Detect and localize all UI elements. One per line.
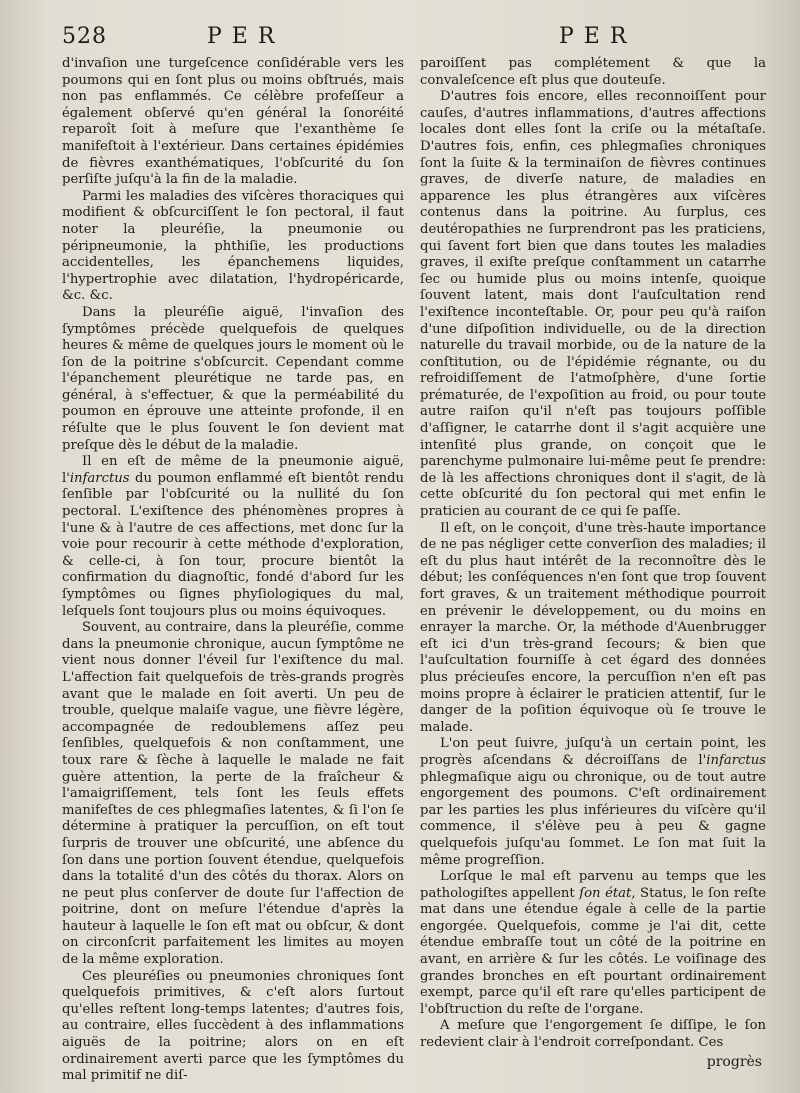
paragraph: Parmi les maladies des viſcères thoraciques qui modifient & obſcurciſſent le ſon pectoral, il faut noter la pleuréſie, la pneumonie ou péripneumonie, la phthiſie, les productions accidentelles, les épanchemens liquides, l'hypertrophie avec dilatation, l'hydropéricarde, &c. &c. <box>62 188 404 304</box>
paragraph: D'autres fois encore, elles reconnoiſſent pour cauſes, d'autres inflammations, d'autres affections locales dont elles ſont la criſe ou la métaſtaſe. D'autres fois, enfin, ces phlegmaſies chroniques ſont la ſuite & la terminaiſon de fièvres continues graves, de diverſe nature, de maladies en apparence les plus étrangères aux viſcères contenus dans la poitrine. Au ſurplus, ces deutéropathies ne ſurprendront pas les praticiens, qui ſavent fort bien que dans toutes les maladies graves, il exiſte preſque conſtamment un catarrhe ſec ou humide plus ou moins intenſe, quoique ſouvent latent, mais dont l'auſcultation rend l'exiſtence inconteſtable. Or, pour peu qu'à raiſon d'une diſpoſition individuelle, ou de la direction naturelle du travail morbide, ou de la nature de la conſtitution, ou de l'épidémie régnante, ou du refroidiſſement de l'atmoſphère, d'une ſortie prématurée, de l'expoſition au froid, ou pour toute autre raiſon qu'il n'eſt pas toujours poſſible d'aſſigner, le catarrhe dont il s'agit acquière une intenſité plus grande, on conçoit que le parenchyme pulmonaire lui-même peut ſe prendre: de là les affections chroniques dont il s'agit, de là cette obſcurité du ſon pectoral qui met enfin le praticien au courant de ce qui ſe paſſe. <box>420 89 766 520</box>
paragraph: Souvent, au contraire, dans la pleuréſie, comme dans la pneumonie chronique, aucun ſymptôme ne vient nous donner l'éveil ſur l'exiſtence du mal. L'affection fait quelquefois de très-grands progrès avant que le malade en ſoit averti. Un peu de trouble, quelque malaiſe vague, une fièvre légère, accompagnée de redoublemens aſſez peu ſenſibles, quelquefois & non conſtamment, une toux rare & ſèche à laquelle le malade ne fait guère attention, la perte de la fraîcheur & l'amaigriſſement, tels ſont les ſeuls effets manifeſtes de ces phlegmaſies latentes, & ſi l'on ſe détermine à pratiquer la percuſſion, on eſt tout ſurpris de trouver une obſcurité, une abſence du ſon dans une portion ſouvent étendue, quelquefois dans la totalité d'un des côtés du thorax. Alors on ne peut plus conſerver de doute ſur l'affection de poitrine, dont on meſure l'étendue d'après la hauteur à laquelle le ſon eſt mat ou obſcur, & dont on circonſcrit parfaitement les limites au moyen de la même exploration. <box>62 620 404 968</box>
page-number: 528 <box>62 24 107 49</box>
paragraph: Il eſt, on le conçoit, d'une très-haute importance de ne pas négliger cette converſion des maladies; il eſt du plus haut intérêt de la reconnoître dès le début; les conſéquences n'en ſont que trop ſouvent fort graves, & un traitement méthodique pourroit en prévenir le développement, ou du moins en enrayer la marche. Or, la méthode d'Auenbrugger eſt ici d'un très-grand ſecours; & bien que l'auſcultation fourniſſe à cet égard des données plus précieuſes encore, la percuſſion n'en eſt pas moins propre à éclairer le praticien attentif, ſur le danger de la poſition équivoque où ſe trouve le malade. <box>420 520 766 735</box>
page-header <box>62 24 760 54</box>
running-head-right: PER <box>559 24 637 49</box>
paragraph <box>62 454 404 620</box>
left-column <box>62 56 404 1085</box>
right-column <box>420 56 766 1052</box>
paragraph <box>420 869 766 1018</box>
text-span: du poumon enflammé eſt bientôt rendu ſenſible par l'obſcurité ou la nullité du ſon pectoral. L'exiſtence des phénomènes propres à l'une & à l'autre de ces affections, met donc ſur la voie pour recourir à cette méthode d'exploration, & celle-ci, à ſon tour, procure bientôt la confirmation du diagnoſtic, fondé d'abord ſur les ſymptômes ou ſignes phyſiologiques du mal, leſquels ſont toujours plus ou moins équivoques. <box>62 470 404 619</box>
text-span: , Status, le ſon reſte mat dans une étendue égale à celle de la partie engorgée. Quelquefois, comme je l'ai dit, cette étendue embraſſe tout un côté de la poitrine en avant, en arrière & ſur les côtés. Le voiſinage des grandes bronches en eſt pourtant ordinairement exempt, parce qu'il eſt rare qu'elles participent de l'obſtruction du reſte de l'organe. <box>420 885 766 1017</box>
text-span: phlegmaſique aigu ou chronique, ou de tout autre engorgement des poumons. C'eſt ordinairement par les parties les plus inférieures du viſcère qu'il commence, il s'élève peu à peu & gagne quelquefois juſqu'au ſommet. Le ſon mat ſuit la même progreſſion. <box>420 769 766 868</box>
paragraph <box>420 736 766 869</box>
text-span: Il en eſt de même de la pneumonie aiguë, l' <box>62 454 404 486</box>
catchword: progrès <box>706 1054 762 1070</box>
running-head-left: PER <box>207 24 285 49</box>
paragraph: Ces pleuréſies ou pneumonies chroniques ſont quelquefois primitives, & c'eſt alors ſurtout qu'elles reſtent long-temps latentes; d'autres fois, au contraire, elles ſuccèdent à des inflammations aiguës de la poitrine; alors on en eſt ordinairement averti parce que les ſymptômes du mal primitif ne diſ- <box>62 968 404 1084</box>
paragraph: A meſure que l'engorgement ſe diſſipe, le ſon redevient clair à l'endroit correſpondant. Ces <box>420 1018 766 1051</box>
paragraph: paroiſſent pas complétement & que la convaleſcence eſt plus que douteuſe. <box>420 56 766 88</box>
paragraph: d'invaſion une turgeſcence conſidérable vers les poumons qui en ſont plus ou moins obſtrués, mais non pas enflammés. Ce célèbre profeſſeur a également obſervé qu'en général la ſonoréité reparoît ſoit à meſure que l'exanthème ſe manifeſtoit à l'extérieur. Dans certaines épidémies de fièvres exanthématiques, l'obſcurité du ſon perſiſte juſqu'à la fin de la maladie. <box>62 56 404 188</box>
italic-term: infarctus <box>69 470 130 486</box>
italic-term: ſon état <box>579 885 632 901</box>
italic-term: infarctus <box>706 752 766 768</box>
text-span: L'on peut ſuivre, juſqu'à un certain point, les progrès aſcendans & décroiſſans de l' <box>420 736 766 768</box>
text-span: Lorſque le mal eſt parvenu au temps que les pathologiſtes appellent <box>420 869 766 901</box>
paragraph: Dans la pleuréſie aiguë, l'invaſion des ſymptômes précède quelquefois de quelques heures & même de quelques jours le moment où le ſon de la poitrine s'obſcurcit. Cependant comme l'épanchement pleurétique ne tarde pas, en général, à s'effectuer, & que la perméabilité du poumon en éprouve une atteinte profonde, il en réſulte que le plus ſouvent le ſon devient mat preſque dès le début de la maladie. <box>62 304 404 453</box>
